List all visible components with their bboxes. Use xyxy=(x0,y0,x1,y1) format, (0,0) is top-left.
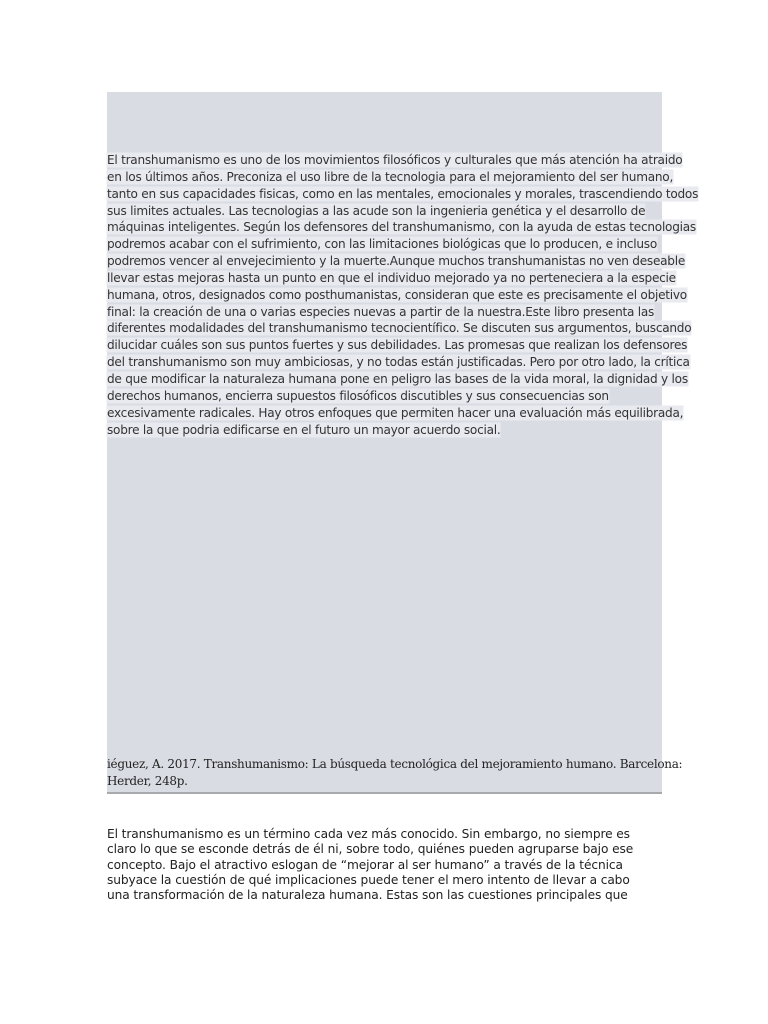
synopsis-line: del transhumanismo son muy ambiciosas, y no todas están justificadas. Pero por otro lado, la crítica xyxy=(107,355,690,370)
synopsis-line: excesivamente radicales. Hay otros enfoques que permiten hacer una evaluación más equilibrada, xyxy=(107,405,684,420)
body-line: concepto. Bajo el atractivo eslogan de “mejorar al ser humano” a través de la técnica xyxy=(107,857,623,872)
body-line: El transhumanismo es un término cada vez más conocido. Sin embargo, no siempre es xyxy=(107,827,630,841)
synopsis-line: derechos humanos, encierra supuestos filosóficos discutibles y sus consecuencias son xyxy=(107,388,609,403)
synopsis-line: en los últimos años. Preconiza el uso libre de la tecnologia para el mejoramiento del ser humano, xyxy=(107,169,674,184)
citation-line: Herder, 248p. xyxy=(107,774,188,788)
synopsis-line: El transhumanismo es uno de los movimientos filosóficos y culturales que más atención ha atraido xyxy=(107,153,683,167)
synopsis-line: tanto en sus capacidades fisicas, como en las mentales, emocionales y morales, trascendiendo todos xyxy=(107,186,699,201)
synopsis-line: máquinas inteligentes. Según los defensores del transhumanismo, con la ayuda de estas tecnologias xyxy=(107,220,696,235)
book-citation xyxy=(107,756,683,790)
body-line: claro lo que se esconde detrás de él ni, sobre todo, quiénes pueden agruparse bajo ese xyxy=(107,842,634,857)
synopsis-line: podremos vencer al envejecimiento y la muerte.Aunque muchos transhumanistas no ven deseable xyxy=(107,254,686,269)
synopsis-line: llevar estas mejoras hasta un punto en que el individuo mejorado ya no perteneciera a la especie xyxy=(107,270,676,285)
synopsis-line: diferentes modalidades del transhumanismo tecnocientífico. Se discuten sus argumentos, buscando xyxy=(107,321,692,336)
synopsis-line: dilucidar cuáles son sus puntos fuertes y sus debilidades. Las promesas que realizan los defensores xyxy=(107,338,688,353)
body-line: una transformación de la naturaleza humana. Estas son las cuestiones principales que xyxy=(107,888,628,903)
synopsis-line: sobre la que podria edificarse en el futuro un mayor acuerdo social. xyxy=(107,422,501,437)
book-synopsis xyxy=(107,152,699,438)
review-body xyxy=(107,827,667,903)
citation-line: iéguez, A. 2017. Transhumanismo: La búsqueda tecnológica del mejoramiento humano. Barcelona: xyxy=(107,757,683,771)
synopsis-line: de que modificar la naturaleza humana pone en peligro las bases de la vida moral, la dignidad y los xyxy=(107,371,688,386)
synopsis-line: final: la creación de una o varias especies nuevas a partir de la nuestra.Este libro presenta las xyxy=(107,304,655,319)
section-divider xyxy=(107,792,662,794)
body-line: subyace la cuestión de qué implicaciones puede tener el mero intento de llevar a cabo xyxy=(107,872,630,887)
synopsis-line: sus limites actuales. Las tecnologias a las acude son la ingenieria genética y el desarrollo de xyxy=(107,203,646,218)
synopsis-line: podremos acabar con el sufrimiento, con las limitaciones biológicas que lo producen, e incluso xyxy=(107,237,657,252)
synopsis-line: humana, otros, designados como posthumanistas, consideran que este es precisamente el objetivo xyxy=(107,287,687,302)
